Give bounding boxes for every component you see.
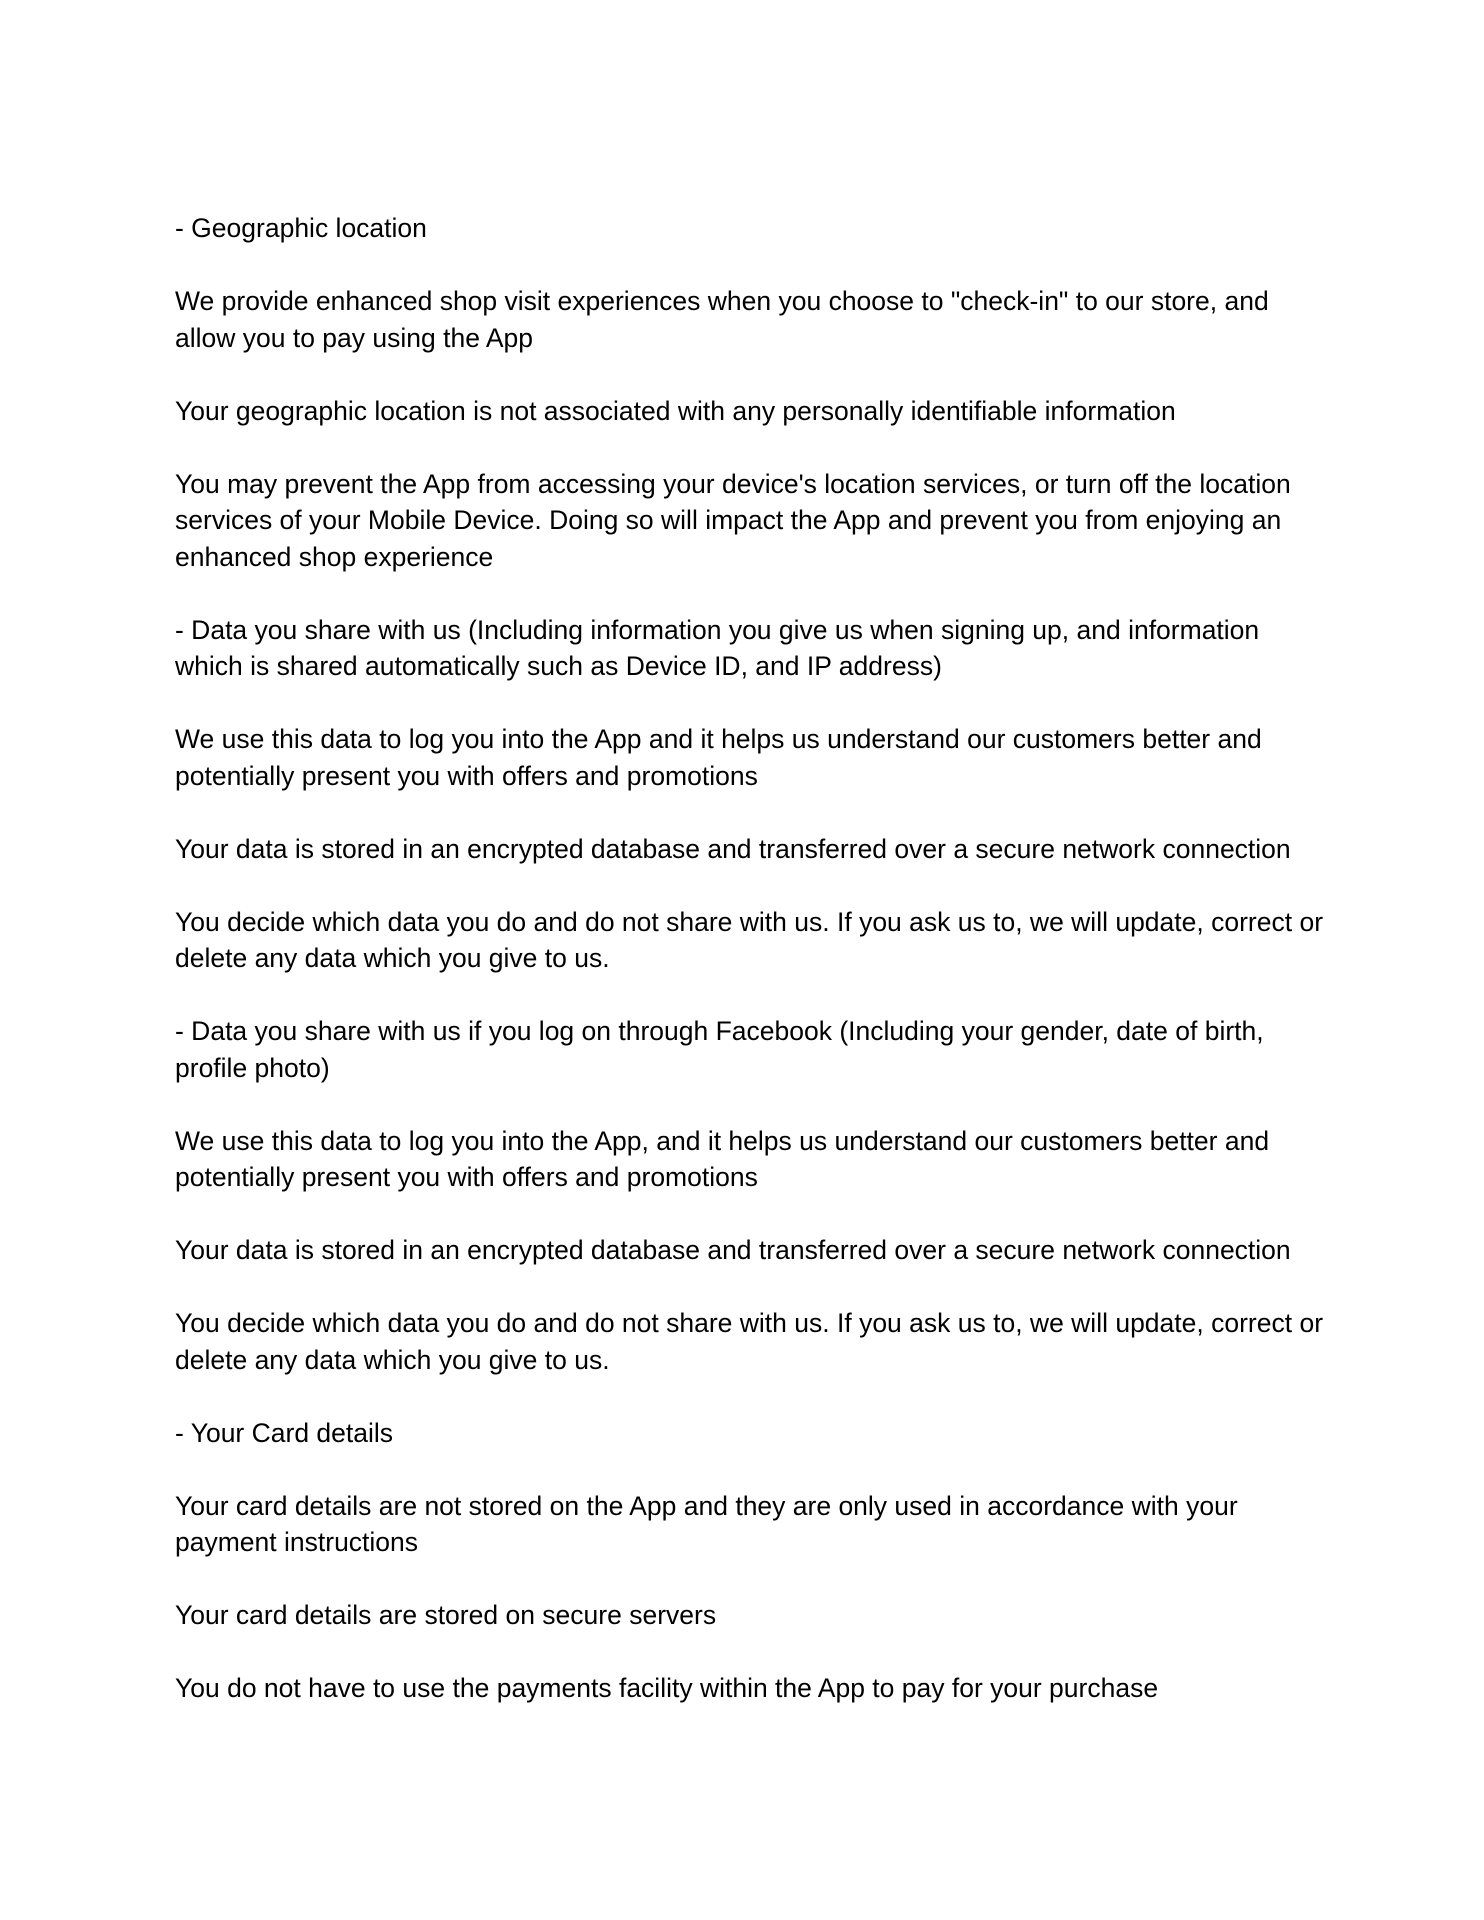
section-heading-data-you-share: - Data you share with us (Including information you give us when signing up, and information which is shared automatically such as Device ID, and IP address): [175, 614, 1260, 681]
paragraph: Your data is stored in an encrypted database and transferred over a secure network connection: [175, 833, 1291, 864]
paragraph: We use this data to log you into the App, and it helps us understand our customers better and potentially present you with offers and promotions: [175, 1125, 1270, 1192]
paragraph: You do not have to use the payments facility within the App to pay for your purchase: [175, 1673, 1159, 1703]
paragraph: We use this data to log you into the App and it helps us understand our customers better and potentially present you with offers and promotions: [175, 724, 1262, 791]
paragraph: Your geographic location is not associated with any personally identifiable information: [175, 395, 1176, 426]
paragraph: You decide which data you do and do not share with us. If you ask us to, we will update, correct or delete any data which you give to us.: [175, 906, 1324, 973]
section-heading-facebook-data: - Data you share with us if you log on through Facebook (Including your gender, date of birth, profile photo): [175, 1016, 1264, 1083]
paragraph: You decide which data you do and do not share with us. If you ask us to, we will update, correct or delete any data which you give to us.: [175, 1308, 1324, 1375]
section-heading-geographic-location: - Geographic location: [175, 213, 427, 243]
document-body: [175, 210, 1325, 1743]
paragraph: Your data is stored in an encrypted database and transferred over a secure network connection: [175, 1235, 1291, 1265]
section-heading-card-details: - Your Card details: [175, 1417, 394, 1448]
paragraph: Your card details are stored on secure servers: [175, 1600, 717, 1630]
paragraph: You may prevent the App from accessing your device's location services, or turn off the location services of your Mobile Device. Doing so will impact the App and prevent you from enjoying an enhanced shop experience: [175, 468, 1291, 572]
paragraph: We provide enhanced shop visit experiences when you choose to "check-in" to our store, and allow you to pay using the App: [175, 286, 1269, 353]
paragraph: Your card details are not stored on the App and they are only used in accordance with your payment instructions: [175, 1490, 1238, 1557]
